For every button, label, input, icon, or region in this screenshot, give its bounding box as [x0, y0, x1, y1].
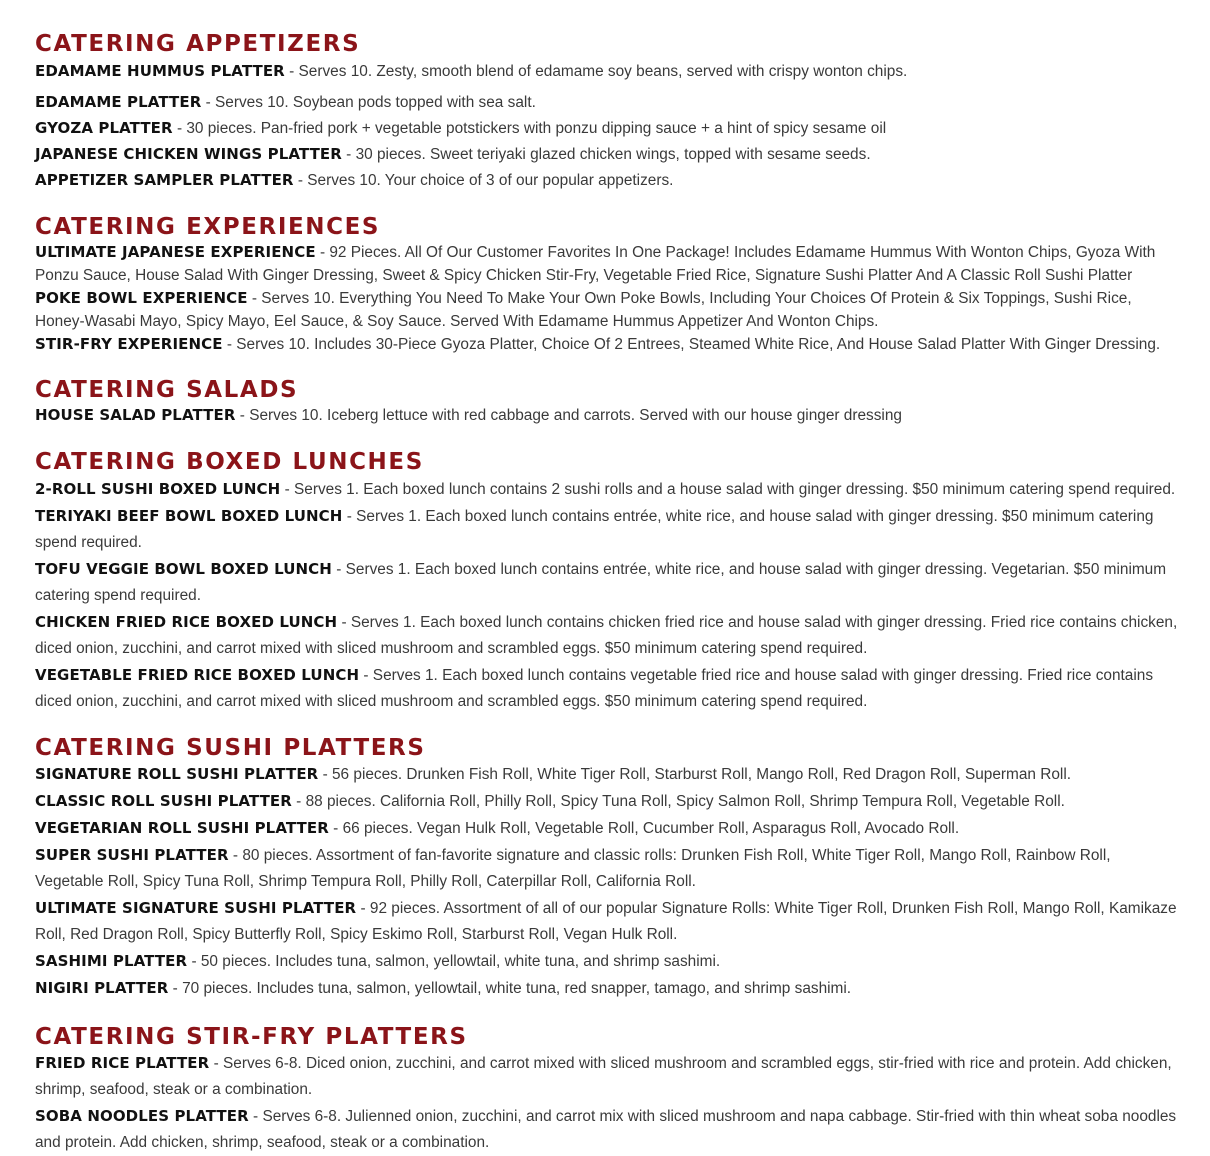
section-title: CATERING APPETIZERS: [35, 31, 361, 57]
item-name: EDAMAME PLATTER: [35, 93, 202, 111]
menu-item: [35, 662, 1180, 715]
item-description: - Serves 1. Each boxed lunch contains entrée, white rice, and house salad with ginger dressing. $50 minimum catering spend required.: [35, 508, 1154, 551]
menu-item: [35, 117, 1180, 140]
item-name: GYOZA PLATTER: [35, 119, 173, 137]
item-description: - Serves 1. Each boxed lunch contains 2 sushi rolls and a house salad with ginger dressing. $50 minimum catering spend required.: [280, 481, 1176, 498]
menu-item: [35, 91, 1180, 114]
menu-item: [35, 60, 1180, 83]
item-description: - Serves 1. Each boxed lunch contains entrée, white rice, and house salad with ginger dressing. Vegetarian. $50 minimum catering spend required.: [35, 561, 1167, 604]
item-description: - Serves 10. Includes 30-Piece Gyoza Platter, Choice Of 2 Entrees, Steamed White Rice, And House Salad Platter With Ginger Dressing.: [222, 336, 1161, 353]
item-description: - 92 Pieces. All Of Our Customer Favorites In One Package! Includes Edamame Hummus With Wonton Chips, Gyoza With Ponzu Sauce, House Salad With Ginger Dressing, Sweet & Spicy Chicken Stir-Fry, Vegetable Fried Rice, Signature Sushi Platter And A Classic Roll Sushi Platter: [35, 244, 1156, 284]
catering-menu: [35, 0, 1180, 1156]
item-name: EDAMAME HUMMUS PLATTER: [35, 62, 285, 80]
item-name: HOUSE SALAD PLATTER: [35, 406, 236, 424]
item-name: STIR-FRY EXPERIENCE: [35, 335, 223, 353]
section-salads: [35, 356, 1180, 427]
item-name: SASHIMI PLATTER: [35, 952, 188, 970]
menu-item: [35, 503, 1180, 556]
section-title: CATERING SUSHI PLATTERS: [35, 735, 426, 761]
menu-item: [35, 895, 1180, 948]
menu-item: [35, 842, 1180, 895]
menu-item: [35, 404, 1180, 427]
menu-item: [35, 143, 1180, 166]
item-description: - Serves 6-8. Diced onion, zucchini, and carrot mixed with sliced mushroom and scrambled eggs, stir-fried with rice and protein. Add chicken, shrimp, seafood, steak or a combination.: [35, 1055, 1172, 1098]
item-name: SOBA NOODLES PLATTER: [35, 1107, 249, 1125]
item-name: APPETIZER SAMPLER PLATTER: [35, 171, 294, 189]
section-experiences: [35, 192, 1180, 356]
item-name: SIGNATURE ROLL SUSHI PLATTER: [35, 765, 319, 783]
item-name: TERIYAKI BEEF BOWL BOXED LUNCH: [35, 507, 343, 525]
menu-item: [35, 788, 1180, 815]
menu-item: [35, 333, 1180, 356]
section-title: CATERING BOXED LUNCHES: [35, 449, 424, 475]
menu-item: [35, 948, 1180, 975]
item-description: - Serves 10. Your choice of 3 of our popular appetizers.: [293, 172, 674, 189]
item-description: - 80 pieces. Assortment of fan-favorite signature and classic rolls: Drunken Fish Roll, White Tiger Roll, Mango Roll, Rainbow Roll, Vegetable Roll, Spicy Tuna Roll, Shrimp Tempura Roll, Philly Roll, Caterpillar Roll, California Roll.: [35, 847, 1111, 890]
item-description: - Serves 10. Everything You Need To Make Your Own Poke Bowls, Including Your Choices Of Protein & Six Toppings, Sushi Rice, Honey-Wasabi Mayo, Spicy Mayo, Eel Sauce, & Soy Sauce. Served With Edamame Hummus Appetizer And Wonton Chips.: [35, 290, 1132, 330]
item-name: VEGETARIAN ROLL SUSHI PLATTER: [35, 819, 329, 837]
menu-item: [35, 476, 1180, 503]
item-name: TOFU VEGGIE BOWL BOXED LUNCH: [35, 560, 332, 578]
menu-item: [35, 1050, 1180, 1103]
item-description: - 30 pieces. Pan-fried pork + vegetable potstickers with ponzu dipping sauce + a hint of spicy sesame oil: [172, 120, 887, 137]
menu-item: [35, 556, 1180, 609]
section-title: CATERING SALADS: [35, 377, 299, 403]
menu-item: [35, 815, 1180, 842]
section-stir-fry-platters: [35, 1002, 1180, 1156]
menu-item: [35, 287, 1180, 333]
item-description: - Serves 10. Iceberg lettuce with red cabbage and carrots. Served with our house ginger dressing: [235, 407, 902, 424]
item-name: CHICKEN FRIED RICE BOXED LUNCH: [35, 613, 338, 631]
item-name: POKE BOWL EXPERIENCE: [35, 289, 248, 307]
item-description: - 66 pieces. Vegan Hulk Roll, Vegetable Roll, Cucumber Roll, Asparagus Roll, Avocado Roll.: [328, 820, 960, 837]
item-description: - Serves 1. Each boxed lunch contains vegetable fried rice and house salad with ginger dressing. Fried rice contains diced onion, zucchini, and carrot mixed with sliced mushroom and scrambled eggs. $50 minimum catering spend required.: [35, 667, 1154, 710]
section-boxed-lunches: [35, 427, 1180, 715]
item-name: FRIED RICE PLATTER: [35, 1054, 210, 1072]
section-title: CATERING STIR-FRY PLATTERS: [35, 1024, 468, 1050]
item-description: - Serves 10. Zesty, smooth blend of edamame soy beans, served with crispy wonton chips.: [284, 63, 908, 80]
item-description: - 88 pieces. California Roll, Philly Roll, Spicy Tuna Roll, Spicy Salmon Roll, Shrimp Tempura Roll, Vegetable Roll.: [291, 793, 1065, 810]
item-description: - Serves 10. Soybean pods topped with sea salt.: [201, 94, 536, 111]
menu-item: [35, 241, 1180, 287]
section-title: CATERING EXPERIENCES: [35, 214, 381, 240]
menu-item: [35, 609, 1180, 662]
section-sushi-platters: [35, 715, 1180, 1002]
item-name: SUPER SUSHI PLATTER: [35, 846, 229, 864]
item-name: 2-ROLL SUSHI BOXED LUNCH: [35, 480, 281, 498]
item-description: - 50 pieces. Includes tuna, salmon, yellowtail, white tuna, and shrimp sashimi.: [187, 953, 721, 970]
item-description: - 30 pieces. Sweet teriyaki glazed chicken wings, topped with sesame seeds.: [341, 146, 871, 163]
item-description: - Serves 6-8. Julienned onion, zucchini, and carrot mix with sliced mushroom and napa cabbage. Stir-fried with thin wheat soba noodles and protein. Add chicken, shrimp, seafood, steak or a combination.: [35, 1108, 1177, 1151]
menu-item: [35, 761, 1180, 788]
item-description: - Serves 1. Each boxed lunch contains chicken fried rice and house salad with ginger dressing. Fried rice contains chicken, diced onion, zucchini, and carrot mixed with sliced mushroom and scrambled eggs. $50 minimum catering spend required.: [35, 614, 1178, 657]
item-description: - 92 pieces. Assortment of all of our popular Signature Rolls: White Tiger Roll, Drunken Fish Roll, Mango Roll, Kamikaze Roll, Red Dragon Roll, Spicy Butterfly Roll, Spicy Eskimo Roll, Starburst Roll, Vegan Hulk Roll.: [35, 900, 1177, 943]
item-name: ULTIMATE JAPANESE EXPERIENCE: [35, 243, 316, 261]
item-name: VEGETABLE FRIED RICE BOXED LUNCH: [35, 666, 360, 684]
menu-item: [35, 1103, 1180, 1156]
menu-item: [35, 975, 1180, 1002]
section-appetizers: [35, 0, 1180, 192]
item-name: JAPANESE CHICKEN WINGS PLATTER: [35, 145, 342, 163]
item-name: CLASSIC ROLL SUSHI PLATTER: [35, 792, 292, 810]
item-name: ULTIMATE SIGNATURE SUSHI PLATTER: [35, 899, 357, 917]
item-name: NIGIRI PLATTER: [35, 979, 169, 997]
item-description: - 70 pieces. Includes tuna, salmon, yellowtail, white tuna, red snapper, tamago, and shrimp sashimi.: [168, 980, 852, 997]
menu-item: [35, 169, 1180, 192]
item-description: - 56 pieces. Drunken Fish Roll, White Tiger Roll, Starburst Roll, Mango Roll, Red Dragon Roll, Superman Roll.: [318, 766, 1072, 783]
